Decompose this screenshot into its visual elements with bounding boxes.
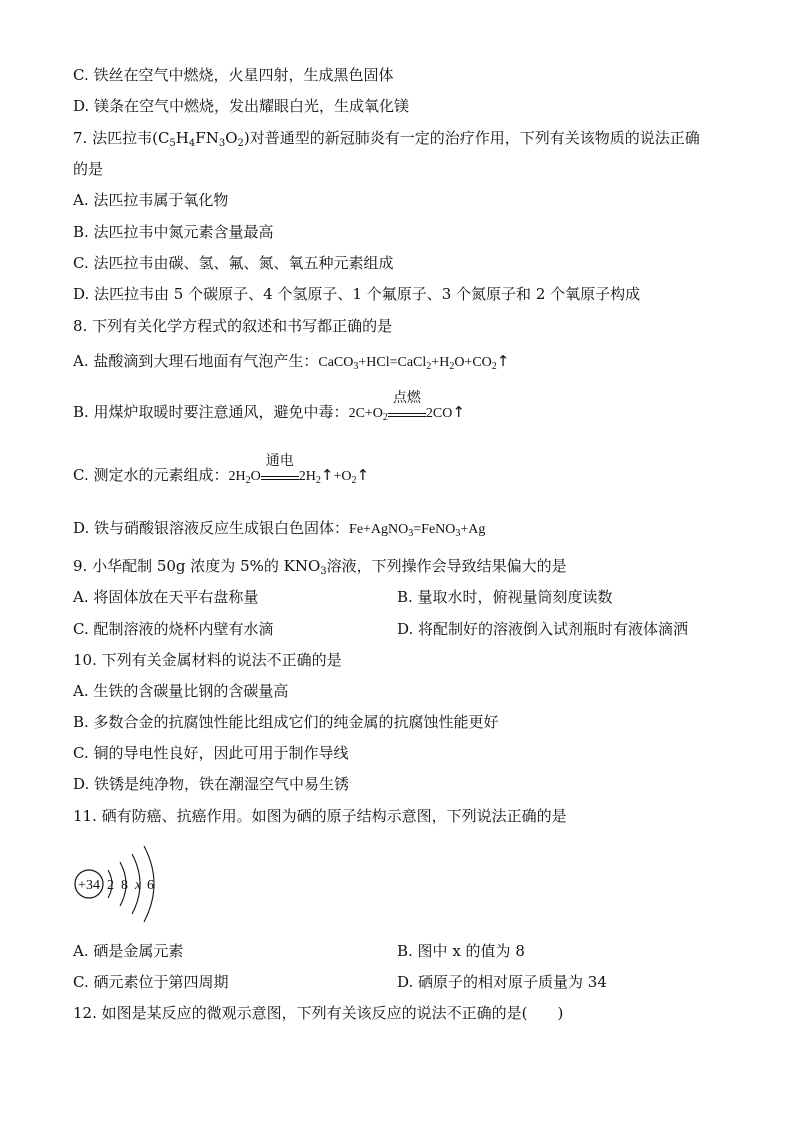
q11-stem: 11. 硒有防癌、抗癌作用。如图为硒的原子结构示意图，下列说法正确的是 — [73, 807, 567, 825]
q8-option-c — [73, 452, 370, 487]
q10-option-b: B. 多数合金的抗腐蚀性能比组成它们的纯金属的抗腐蚀性能更好 — [73, 713, 499, 731]
gas-up-arrow-icon: ↑ — [452, 403, 465, 421]
gas-up-arrow-icon: ↑ — [356, 466, 370, 484]
q11-option-a: A. 硒是金属元素 — [73, 942, 184, 960]
q10-option-d: D. 铁锈是纯净物，铁在潮湿空气中易生锈 — [73, 775, 350, 793]
q6-option-c: C. 铁丝在空气中燃烧，火星四射，生成黑色固体 — [73, 66, 394, 84]
selenium-atom-structure-diagram — [70, 838, 170, 930]
shell-electrons-1: 2 — [107, 878, 114, 893]
shell-electrons-2: 8 — [121, 878, 128, 893]
q7-option-b: B. 法匹拉韦中氮元素含量最高 — [73, 223, 274, 241]
q7-stem-prefix: 7. 法匹拉韦( — [73, 129, 158, 147]
q9-option-b: B. 量取水时，俯视量筒刻度读数 — [397, 588, 613, 606]
q11-option-d: D. 硒原子的相对原子质量为 34 — [397, 973, 607, 991]
q7-stem — [73, 128, 700, 148]
q8-option-d-equation: Fe+AgNO$_3$=FeNO$_3$+Ag — [349, 522, 486, 539]
q9-option-c: C. 配制溶液的烧杯内壁有水滴 — [73, 620, 274, 638]
q8-option-a-equation: $CaCO_3+HCl=CaCl_2+H_2O+CO_2$ — [318, 355, 497, 372]
q8-option-b-equation: $2C+O_2$ 点燃 2CO — [348, 389, 453, 423]
q7-formula: $C_5H_4FN_3O_2$ — [157, 129, 244, 149]
q8-option-d-text: D. 铁与硝酸银溶液反应生成银白色固体： — [73, 519, 350, 537]
q8-option-d — [73, 518, 485, 540]
reaction-condition-electrify: 通电 — [261, 467, 299, 487]
q8-option-a-text: A. 盐酸滴到大理石地面有气泡产生： — [73, 352, 319, 370]
q8-option-c-equation: $2H_2O$ 通电 $2H_2↑+O_2$ — [228, 452, 357, 486]
q10-stem: 10. 下列有关金属材料的说法不正确的是 — [73, 651, 342, 669]
q8-option-a — [73, 351, 509, 373]
q10-option-a: A. 生铁的含碳量比钢的含碳量高 — [73, 682, 289, 700]
q9-option-d: D. 将配制好的溶液倒入试剂瓶时有液体滴洒 — [397, 620, 689, 638]
q12-stem: 12. 如图是某反应的微观示意图，下列有关该反应的说法不正确的是( ) — [73, 1004, 564, 1022]
reaction-condition-ignite: 点燃 — [388, 404, 426, 424]
q8-option-b-text: B. 用煤炉取暖时要注意通风，避免中毒： — [73, 403, 349, 421]
q11-option-c: C. 硒元素位于第四周期 — [73, 973, 229, 991]
q7-stem-suffix: )对普通型的新冠肺炎有一定的治疗作用，下列有关该物质的说法正确 — [243, 129, 700, 147]
shell-electrons-3: x — [135, 878, 142, 893]
q7-option-d: D. 法匹拉韦由 5 个碳原子、4 个氢原子、1 个氟原子、3 个氮原子和 2 个氧原子构成 — [73, 285, 641, 303]
q11-option-b: B. 图中 x 的值为 8 — [397, 942, 525, 960]
q10-option-c: C. 铜的导电性良好，因此可用于制作导线 — [73, 744, 349, 762]
q9-stem: 9. 小华配制 50g 浓度为 5%的 $KNO_3$溶液，下列操作会导致结果偏大的是 — [73, 557, 567, 577]
q6-option-d: D. 镁条在空气中燃烧，发出耀眼白光，生成氧化镁 — [73, 97, 410, 115]
q7-option-a: A. 法匹拉韦属于氧化物 — [73, 191, 229, 209]
gas-up-arrow-icon: ↑ — [496, 352, 510, 370]
q8-stem: 8. 下列有关化学方程式的叙述和书写都正确的是 — [73, 317, 393, 335]
shell-electrons-4: 6 — [147, 878, 154, 893]
q7-option-c: C. 法匹拉韦由碳、氢、氟、氮、氧五种元素组成 — [73, 254, 394, 272]
nucleus-charge: +34 — [78, 878, 100, 893]
q7-stem-line2: 的是 — [73, 160, 104, 178]
q8-option-c-text: C. 测定水的元素组成： — [73, 466, 229, 484]
q8-option-b — [73, 389, 465, 424]
q9-option-a: A. 将固体放在天平右盘称量 — [73, 588, 259, 606]
